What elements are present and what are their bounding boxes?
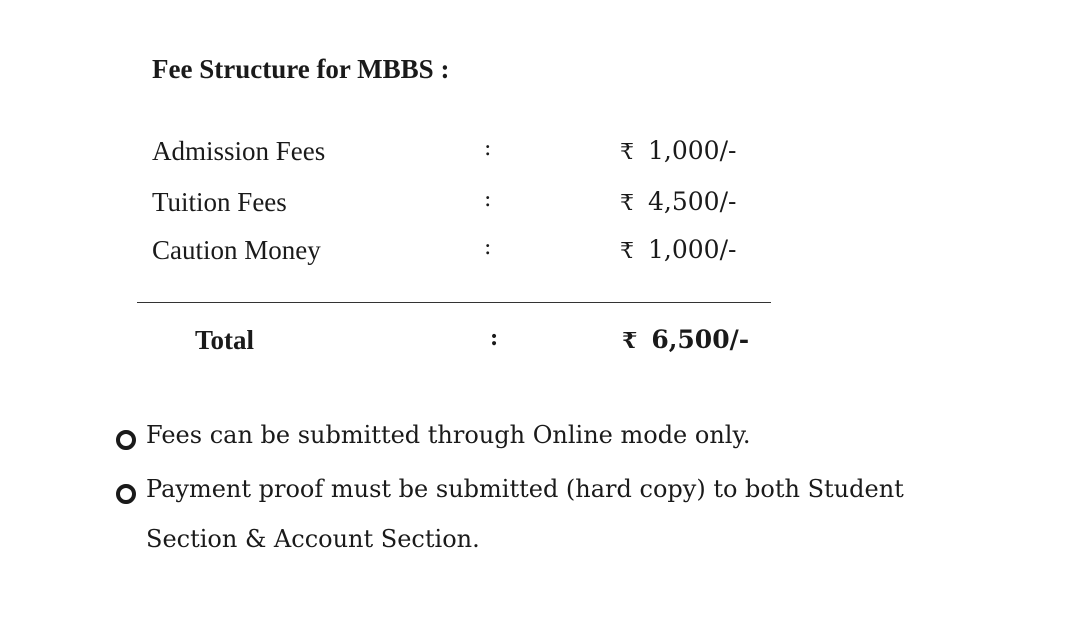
total-separator: :: [490, 325, 499, 351]
note-text-continuation: Section & Account Section.: [146, 525, 480, 553]
circle-bullet-icon: [116, 484, 136, 504]
fee-amount-value: 1,000/-: [648, 136, 737, 165]
total-label: Total: [195, 325, 255, 355]
fee-label: Caution Money: [152, 235, 321, 265]
fee-row-caution-money: [0, 235, 1080, 275]
fee-amount-value: 1,000/-: [648, 235, 737, 264]
total-amount: [622, 325, 749, 354]
fee-amount: [620, 187, 736, 216]
fee-row-tuition: [0, 187, 1080, 227]
fee-label: Admission Fees: [152, 136, 326, 166]
fee-separator: :: [484, 187, 492, 212]
note-text: Fees can be submitted through Online mode only.: [146, 421, 751, 449]
page-title: Fee Structure for MBBS :: [152, 54, 450, 84]
fee-label: Tuition Fees: [152, 187, 287, 217]
fee-row-total: [0, 325, 1080, 365]
circle-bullet-icon: [116, 430, 136, 450]
fee-row-admission: [0, 136, 1080, 176]
total-divider: [137, 302, 771, 303]
fee-amount: [620, 136, 736, 165]
rupee-icon: ₹: [622, 328, 638, 354]
fee-amount-value: 4,500/-: [648, 187, 737, 216]
fee-separator: :: [484, 136, 492, 161]
total-amount-value: 6,500/-: [651, 325, 750, 354]
rupee-icon: ₹: [620, 191, 634, 216]
fee-amount: [620, 235, 736, 264]
fee-separator: :: [484, 235, 492, 260]
note-text: Payment proof must be submitted (hard copy) to both Student: [146, 475, 904, 503]
rupee-icon: ₹: [620, 239, 634, 264]
rupee-icon: ₹: [620, 140, 634, 165]
